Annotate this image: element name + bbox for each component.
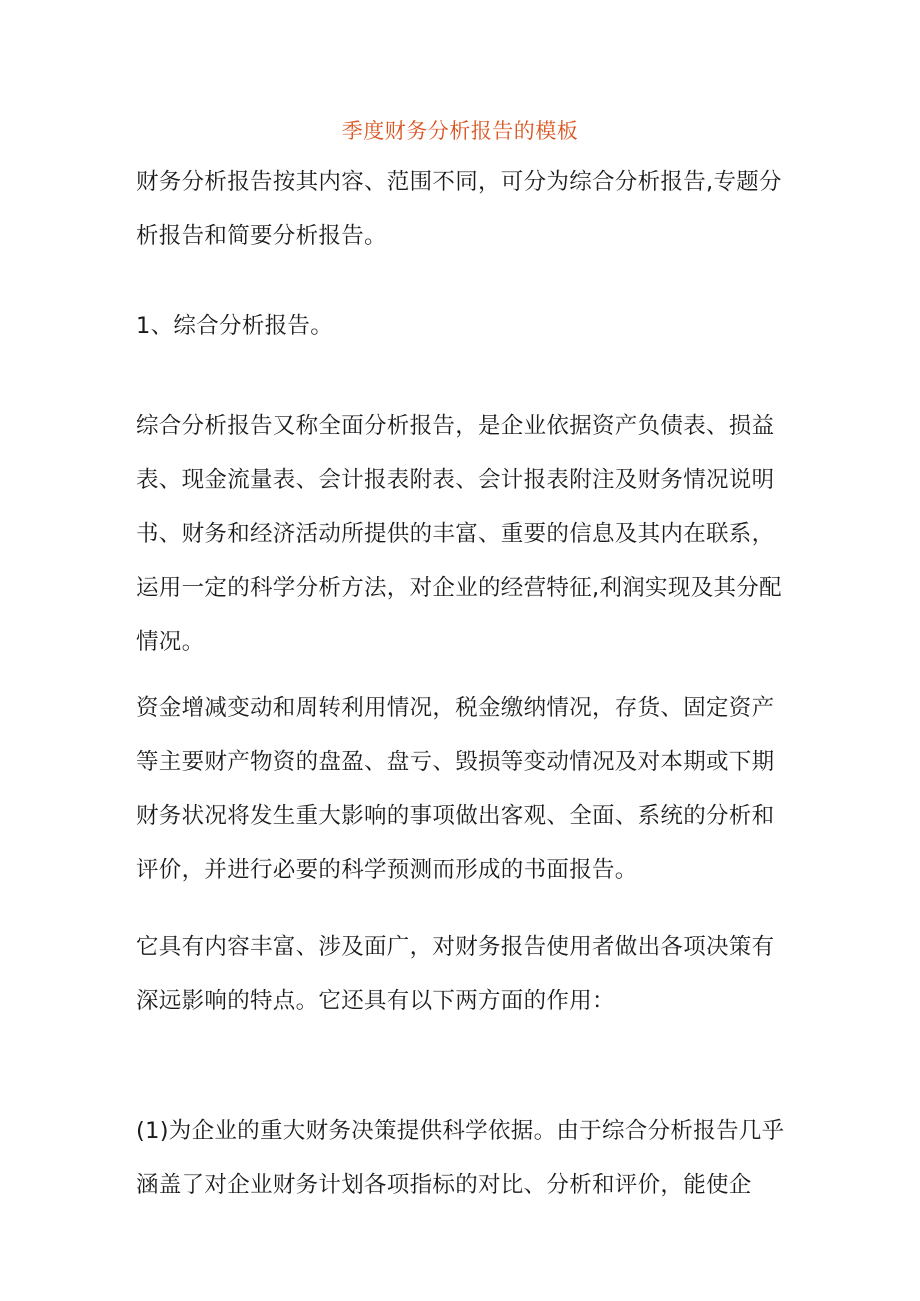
- intro-paragraph: 财务分析报告按其内容、范围不同，可分为综合分析报告,专题分析报告和简要分析报告。: [136, 169, 782, 249]
- body-paragraph: 它具有内容丰富、涉及面广，对财务报告使用者做出各项决策有深远影响的特点。它还具有以下两方面的作用：: [136, 934, 775, 1014]
- body-paragraph: 综合分析报告又称全面分析报告，是企业依据资产负债表、损益表、现金流量表、会计报表附表、会计报表附注及财务情况说明书、财务和经济活动所提供的丰富、重要的信息及其内在联系，运用一定的科学分析方法，对企业的经营特征,利润实现及其分配情况。: [136, 413, 782, 655]
- body-paragraph: (1)为企业的重大财务决策提供科学依据。由于综合分析报告几乎涵盖了对企业财务计划各项指标的对比、分析和评价，能使企: [136, 1118, 785, 1198]
- body-paragraph: 资金增减变动和周转利用情况，税金缴纳情况，存货、固定资产等主要财产物资的盘盈、盘亏、毁损等变动情况及对本期或下期财务状况将发生重大影响的事项做出客观、全面、系统的分析和评价，并进行必要的科学预测而形成的书面报告。: [136, 695, 775, 883]
- section-heading: 1、综合分析报告。: [136, 313, 334, 339]
- document-title: 季度财务分析报告的模板: [341, 119, 579, 143]
